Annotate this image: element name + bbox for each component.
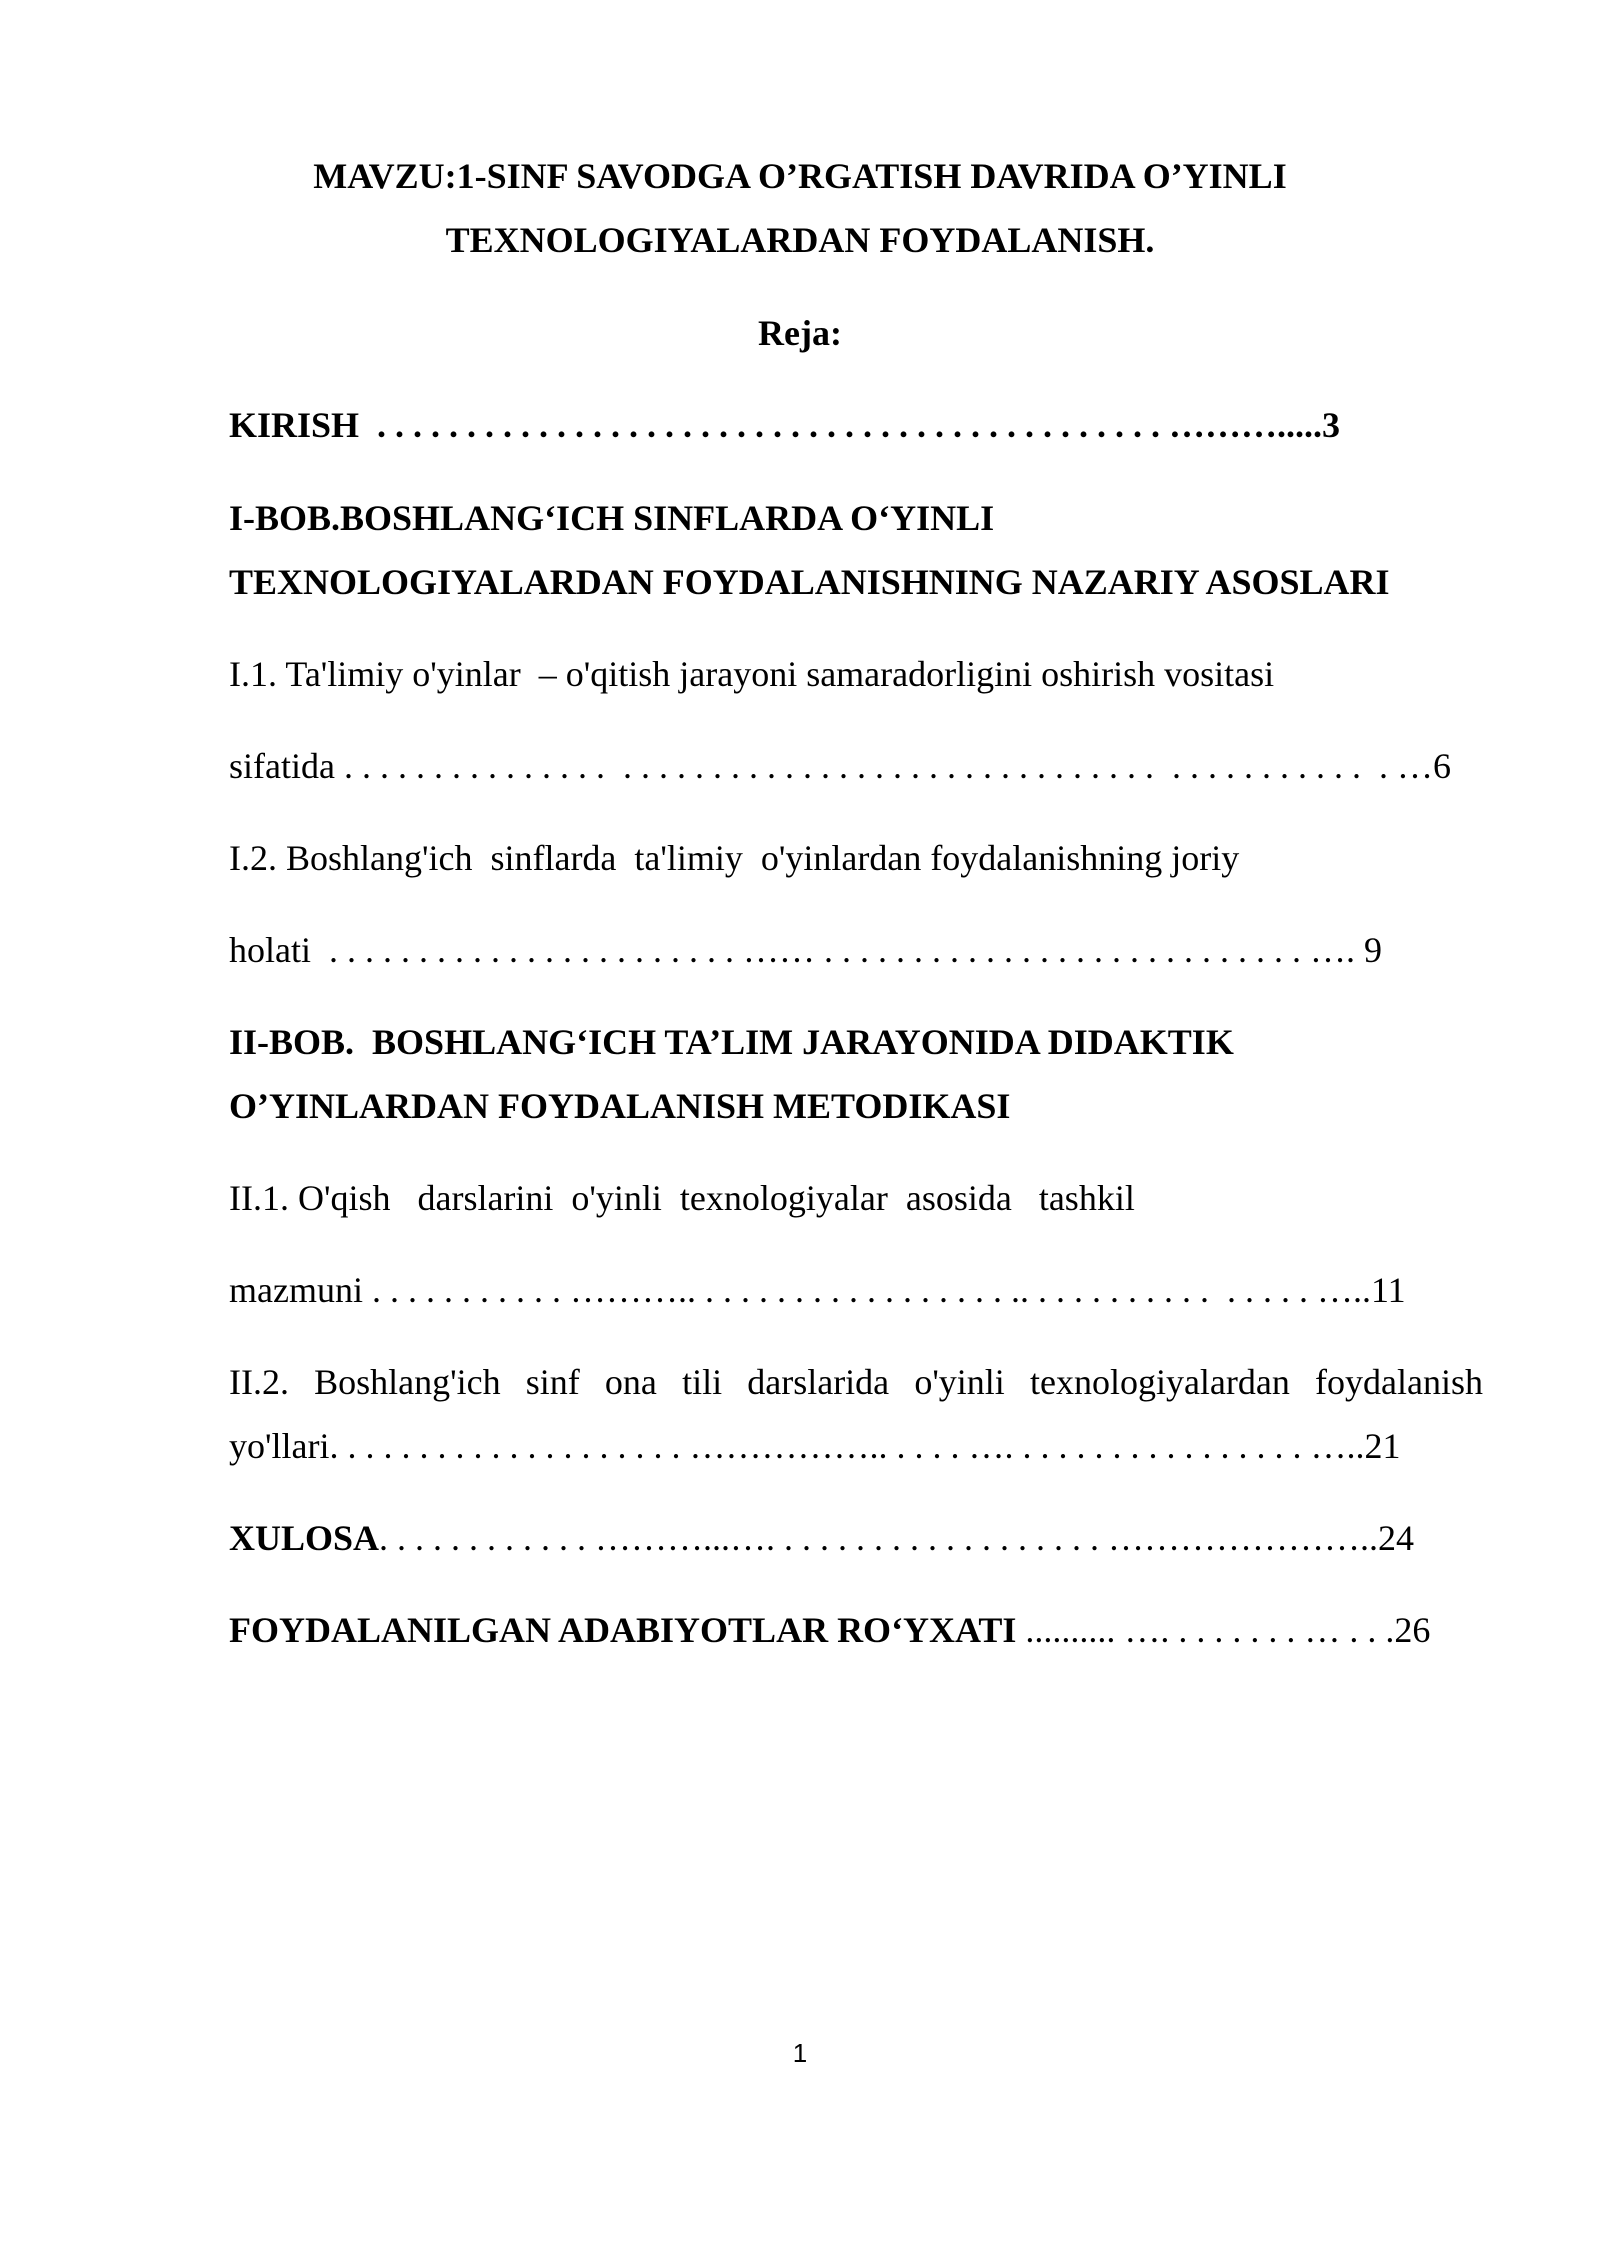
- title-line-1: MAVZU:1-SINF SAVODGA O’RGATISH DAVRIDA O’YINLI: [313, 156, 1287, 196]
- toc-section-1-1-line1: I.1. Ta'limiy o'yinlar – o'qitish jarayoni samaradorligini oshirish vositasi: [229, 654, 1275, 694]
- toc-section-1-2-line2: holati . . . . . . . . . . . . . . . . . . . . . . . …… . . . . . . . . . . . . . . . . . . . . . . . . . . . …. 9: [229, 930, 1382, 970]
- toc-xulosa-label: XULOSA: [229, 1518, 380, 1558]
- plan-heading: Reja:: [758, 313, 842, 353]
- page-number: 1: [792, 2038, 808, 2068]
- toc-references-dots: .......... …. . . . . . . . … . . .26: [1016, 1610, 1431, 1650]
- toc-entry-kirish: [229, 403, 1340, 447]
- toc-references-label: FOYDALANILGAN ADABIYOTLAR RO‘YXATI: [229, 1610, 1017, 1650]
- toc-section-2-2-line2: yo'llari. . . . . . . . . . . . . . . . . . . . …………….. . . . . …. . . . . . . . . . . . . . . . . …..21: [229, 1426, 1401, 1466]
- toc-section-2-1-line1: II.1. O'qish darslarini o'yinli texnologiyalar asosida tashkil: [229, 1178, 1135, 1218]
- toc-chapter2-title-line1: II-BOB. BOSHLANG‘ICH TA’LIM JARAYONIDA DIDAKTIK: [229, 1022, 1234, 1062]
- toc-section-1-1-line2: sifatida . . . . . . . . . . . . . . . . . . . . . . . . . . . . . . . . . . . . . . . . . . . . . . . . . . . . . . . . . …6: [229, 746, 1451, 786]
- toc-entry-references: [229, 1608, 1430, 1652]
- toc-kirish-text: KIRISH . . . . . . . . . . . . . . . . . . . . . . . . . . . . . . . . . . . . . . . . . . . . ……….....3: [229, 405, 1341, 445]
- toc-chapter1-title-line2: TEXNOLOGIYALARDAN FOYDALANISHNING NAZARIY ASOSLARI: [229, 562, 1390, 602]
- toc-chapter2-title-line2: O’YINLARDAN FOYDALANISH METODIKASI: [229, 1086, 1011, 1126]
- toc-chapter1-title-line1: I-BOB.BOSHLANG‘ICH SINFLARDA O‘YINLI: [229, 498, 995, 538]
- toc-xulosa-dots: . . . . . . . . . . . . ………...…. . . . . . . . . . . . . . . . . . . …………………..24: [379, 1518, 1415, 1558]
- toc-section-2-1-line2: mazmuni . . . . . . . . . . . ……….. . . . . . . . . . . . . . . . . . .. . . . . . . . . . . . . . . . …..11: [229, 1270, 1406, 1310]
- toc-section-2-2-line1: II.2. Boshlang'ich sinf ona tili darslarida o'yinli texnologiyalardan foydalanish: [229, 1362, 1483, 1402]
- toc-section-1-2-line1: I.2. Boshlang'ich sinflarda ta'limiy o'yinlardan foydalanishning joriy: [229, 838, 1240, 878]
- toc-entry-xulosa: [229, 1516, 1414, 1560]
- title-line-2: TEXNOLOGIYALARDAN FOYDALANISH.: [445, 220, 1155, 260]
